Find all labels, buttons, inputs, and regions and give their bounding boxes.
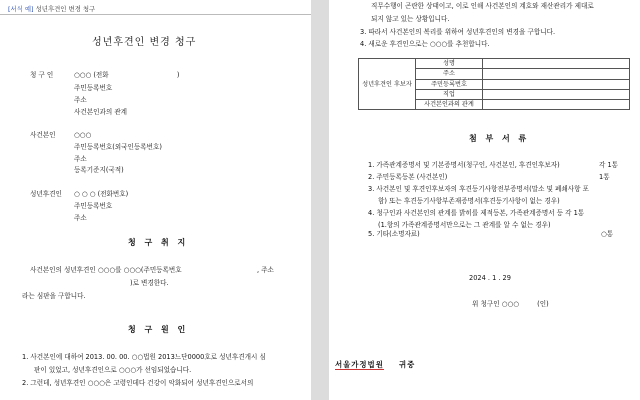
table-value-address[interactable] <box>483 69 630 79</box>
table-label: 성년후견인 후보자 <box>362 80 412 88</box>
attachment-5: 5. 기타(소명자료) <box>368 230 420 238</box>
continuation-line-1: 직무수행이 곤란한 상태이고, 이로 인해 사건본인의 계호와 재산관리가 제대로 <box>371 2 594 10</box>
table-label-cell <box>359 59 416 110</box>
guardian-field-0: 주민등록번호 <box>74 202 113 210</box>
reason-line-1a: 1. 사건본인에 대하여 2013. 00. 00. ○○법원 2013느단0000호로 성년후견개시 심 <box>22 353 266 361</box>
petitioner-field-0: 주민등록번호 <box>74 84 113 92</box>
attachment-2-count: 1통 <box>599 173 610 181</box>
table-field-job: 직업 <box>416 89 483 99</box>
table-value-relation[interactable] <box>483 100 630 110</box>
table-value-job[interactable] <box>483 89 630 99</box>
signer-label: 위 청구인 <box>472 300 500 308</box>
seal-mark: (인) <box>537 300 549 308</box>
attachment-5-count: ○통 <box>601 230 614 238</box>
petitioner-name: ○○○ (전화 <box>74 71 109 79</box>
petitioner-field-1: 주소 <box>74 96 87 104</box>
table-field-name: 성명 <box>416 59 483 69</box>
reason-title: 청 구 원 인 <box>128 325 189 334</box>
attachment-1: 1. 가족관계증명서 및 기본증명서(청구인, 사건본인, 후견인후보자) <box>368 161 560 169</box>
subject-field-0: 주민등록번호(외국인등록번호) <box>74 143 162 151</box>
guardian-name: ○ ○ ○ <box>74 190 96 198</box>
subject-field-2: 등록기준지(국적) <box>74 166 124 174</box>
reason-item-3: 3. 따라서 사건본인의 복리를 위하여 성년후견인의 변경을 구합니다. <box>360 28 556 36</box>
reason-item-4: 4. 새로운 후견인으로는 ○○○를 추천합니다. <box>360 40 490 48</box>
document-title: 성년후견인 변경 청구 <box>92 37 197 48</box>
header-divider <box>0 14 311 15</box>
attachment-2: 2. 주민등록등본 (사건본인) <box>368 173 448 181</box>
attachment-3b: 함) 또는 후견등기사항부존재증명서(후견등기사항이 없는 경우) <box>378 197 560 205</box>
purpose-line-2: )로 변경한다. <box>130 279 169 287</box>
guardian-candidate-table <box>358 58 630 110</box>
form-header-bracket: [서식 예] <box>8 5 34 13</box>
table-field-id: 주민등록번호 <box>416 79 483 89</box>
attachment-1-count: 각 1통 <box>599 161 619 169</box>
subject-role-label: 사건본인 <box>30 131 56 139</box>
petitioner-field-2: 사건본인과의 관계 <box>74 108 128 116</box>
attachment-4b: (1.항의 가족관계증명서만으로는 그 관계를 알 수 없는 경우) <box>378 221 551 229</box>
reason-line-2a: 2. 그런데, 성년후견인 ○○○은 고령인데다 건강이 악화되어 성년후견인으로서의 <box>22 379 254 387</box>
table-value-name[interactable] <box>483 59 630 69</box>
petitioner-name-line <box>74 71 179 79</box>
table-field-relation: 사건본인과의 관계 <box>416 100 483 110</box>
purpose-line-1a: 사건본인의 성년후견인 ○○○를 ○○○(주민등록번호 <box>30 266 182 274</box>
form-header-text: 성년후견인 변경 청구 <box>35 5 96 13</box>
guardian-name-line <box>74 190 128 198</box>
court-name-line <box>335 359 415 370</box>
purpose-line-1b: , 주소 <box>257 266 274 274</box>
table-value-id[interactable] <box>483 79 630 89</box>
court-name: 서울가정법원 <box>335 360 384 369</box>
subject-name: ○○○ <box>74 131 92 139</box>
guardian-field-1: 주소 <box>74 214 87 222</box>
purpose-line-3: 라는 심판을 구합니다. <box>22 292 86 300</box>
attachment-4a: 4. 청구인과 사건본인의 관계를 밝히를 제적등본, 가족관계증명서 등 각 1통 <box>368 209 585 217</box>
reason-line-1b: 판이 있었고, 성년후견인으로 ○○○가 선임되었습니다. <box>34 366 192 374</box>
attachments-title: 첨 부 서 류 <box>469 134 530 143</box>
petitioner-phone-close: ) <box>176 71 180 79</box>
filing-date: 2024 . 1 . 29 <box>469 274 511 282</box>
table-field-address: 주소 <box>416 69 483 79</box>
form-header <box>8 4 95 13</box>
continuation-line-2: 되지 않고 있는 상황입니다. <box>371 15 450 23</box>
purpose-title: 청 구 취 지 <box>128 238 189 247</box>
document-page-left <box>0 0 311 400</box>
guardian-phone: (전화번호) <box>97 190 129 198</box>
court-suffix: 귀중 <box>399 360 416 369</box>
subject-field-1: 주소 <box>74 155 87 163</box>
petitioner-role-label: 청 구 인 <box>30 71 54 79</box>
guardian-role-label: 성년후견인 <box>30 190 62 198</box>
signer-line <box>472 300 549 308</box>
signer-name: ○○○ <box>501 300 519 308</box>
attachment-3a: 3. 사건본인 및 후견인후보자의 후견등기사항전부증명서(말소 및 폐쇄사항 포 <box>368 185 589 193</box>
